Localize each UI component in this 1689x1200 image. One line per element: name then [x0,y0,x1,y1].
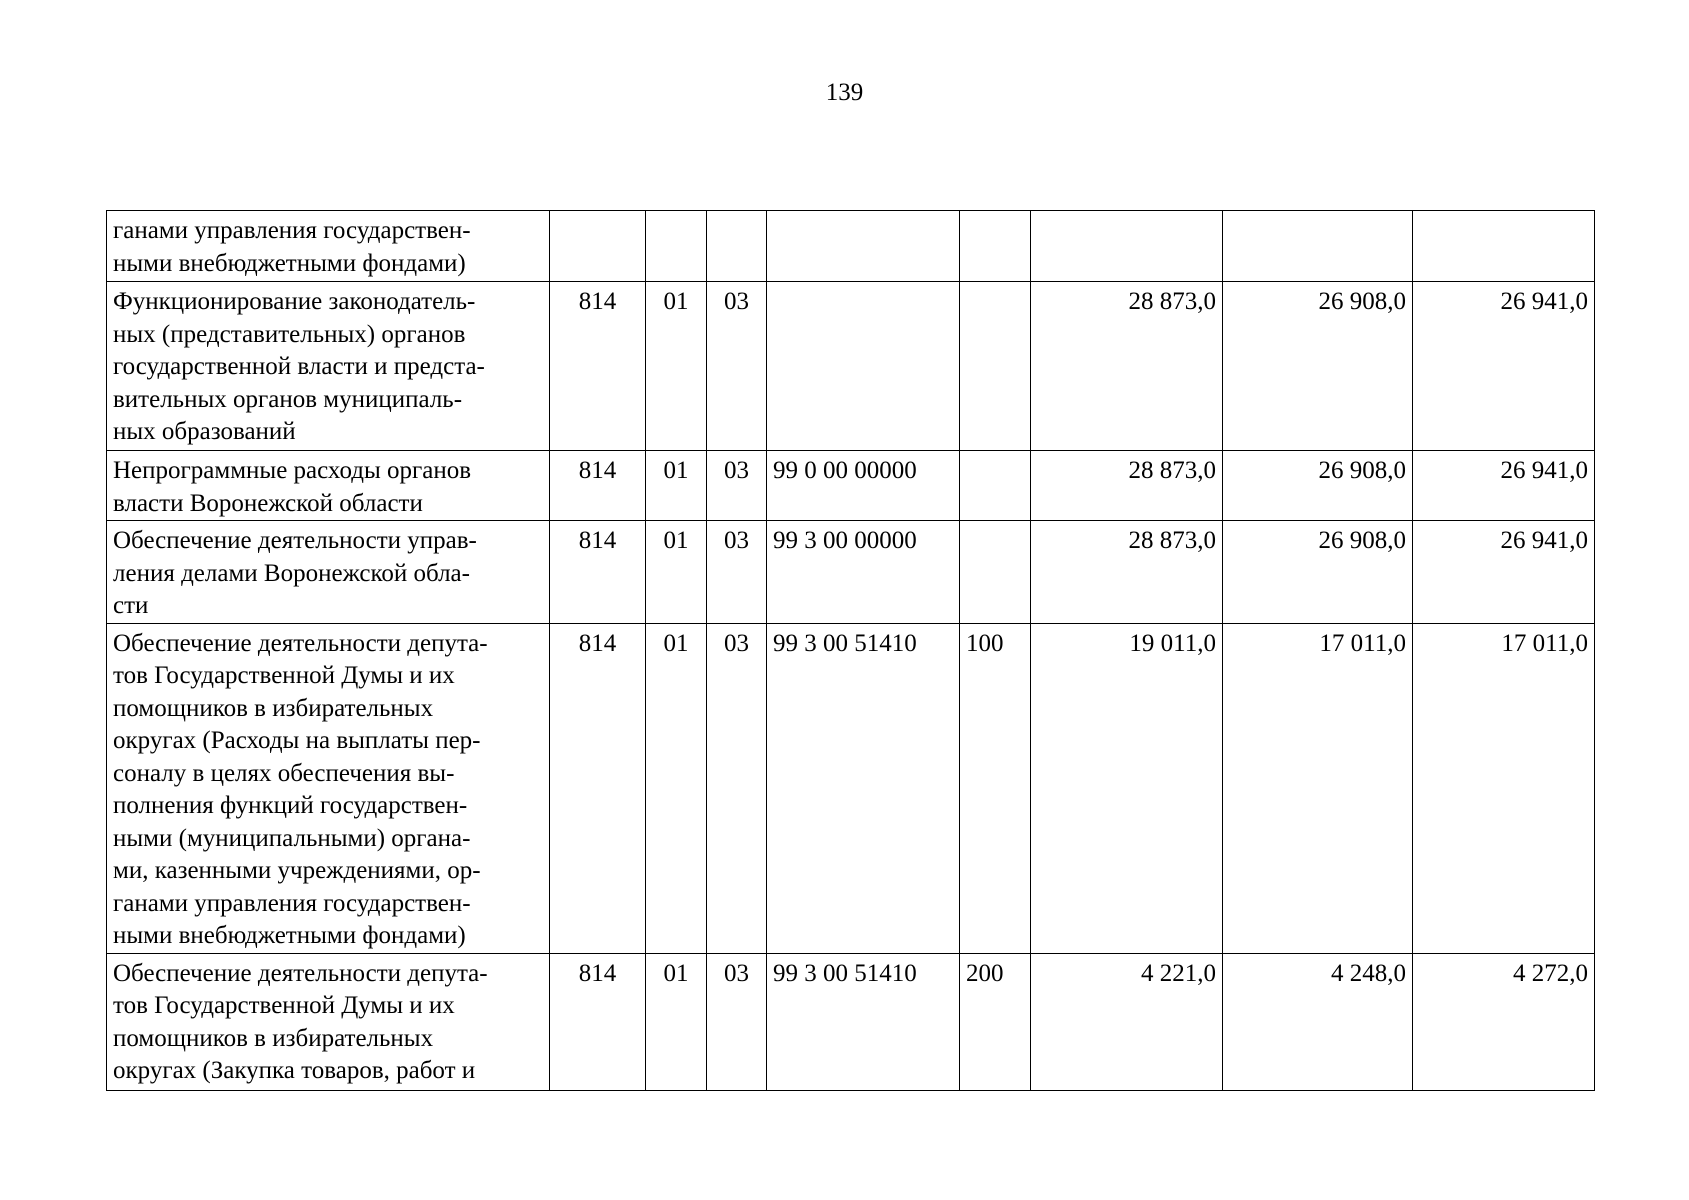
page-number: 139 [825,79,864,106]
target-article-cell [767,211,960,282]
row-name-line: Обеспечение деятельности депута- [113,629,488,657]
row-name-line: вительных органов муниципаль- [113,385,463,413]
budget-table [106,210,1595,1091]
sum-year3-cell: 26 941,0 [1413,451,1595,521]
section-cell: 01 [646,282,707,451]
row-name-line: помощников в избирательных [113,694,434,722]
grbs-cell [550,211,646,282]
row-name-cell [107,451,550,521]
subsection-cell [707,211,767,282]
expense-type-cell [960,451,1031,521]
sum-year2-cell: 4 248,0 [1223,953,1413,1090]
target-article-cell: 99 3 00 00000 [767,521,960,624]
row-name-cell [107,211,550,282]
grbs-cell: 814 [550,282,646,451]
row-name-line: соналу в целях обеспечения вы- [113,759,455,787]
section-cell: 01 [646,623,707,953]
expense-type-cell: 200 [960,953,1031,1090]
grbs-cell: 814 [550,521,646,624]
sum-year1-cell: 28 873,0 [1031,521,1223,624]
row-name-cell [107,282,550,451]
sum-year2-cell: 26 908,0 [1223,521,1413,624]
row-name-line: ными внебюджетными фондами) [113,922,466,949]
row-name-cell [107,953,550,1090]
sum-year3-cell [1413,211,1595,282]
sum-year3-cell: 26 941,0 [1413,521,1595,624]
table-row [107,211,1595,282]
row-name-line: тов Государственной Думы и их [113,662,455,689]
section-cell: 01 [646,451,707,521]
expense-type-cell: 100 [960,623,1031,953]
grbs-cell: 814 [550,623,646,953]
subsection-cell: 03 [707,282,767,451]
sum-year3-cell: 26 941,0 [1413,282,1595,451]
target-article-cell: 99 0 00 00000 [767,451,960,521]
section-cell [646,211,707,282]
row-name-line: ными внебюджетными фондами) [113,249,466,277]
table-row [107,521,1595,624]
target-article-cell [767,282,960,451]
target-article-cell: 99 3 00 51410 [767,623,960,953]
row-name-line: Обеспечение деятельности управ- [113,527,477,554]
row-name-line: ми, казенными учреждениями, ор- [113,857,481,884]
row-name-line: ления делами Воронежской обла- [113,559,470,587]
section-cell: 01 [646,953,707,1090]
subsection-cell: 03 [707,623,767,953]
row-name-line: округах (Закупка товаров, работ и [113,1057,476,1084]
row-name-cell [107,623,550,953]
row-name-cell [107,521,550,624]
table-row [107,451,1595,521]
sum-year1-cell [1031,211,1223,282]
subsection-cell: 03 [707,451,767,521]
sum-year1-cell: 28 873,0 [1031,282,1223,451]
table-row [107,282,1595,451]
row-name-line: тов Государственной Думы и их [113,992,455,1019]
subsection-cell: 03 [707,953,767,1090]
row-name-line: полнения функций государствен- [113,792,468,819]
row-name-line: сти [113,592,149,619]
row-name-line: ных образований [113,418,296,445]
sum-year2-cell: 26 908,0 [1223,451,1413,521]
row-name-line: ных (представительных) органов [113,320,466,348]
row-name-line: власти Воронежской области [113,489,423,517]
row-name-line: округах (Расходы на выплаты пер- [113,727,481,754]
subsection-cell: 03 [707,521,767,624]
sum-year1-cell: 28 873,0 [1031,451,1223,521]
grbs-cell: 814 [550,451,646,521]
row-name-line: Функционирование законодатель- [113,288,476,315]
sum-year3-cell: 4 272,0 [1413,953,1595,1090]
sum-year3-cell: 17 011,0 [1413,623,1595,953]
sum-year2-cell: 26 908,0 [1223,282,1413,451]
table-body [107,211,1595,1091]
target-article-cell: 99 3 00 51410 [767,953,960,1090]
table-row [107,953,1595,1090]
sum-year2-cell: 17 011,0 [1223,623,1413,953]
expense-type-cell [960,211,1031,282]
row-name-line: Обеспечение деятельности депута- [113,959,488,987]
expense-type-cell [960,282,1031,451]
row-name-line: Непрограммные расходы органов [113,457,472,484]
row-name-line: ными (муниципальными) органа- [113,824,471,852]
row-name-line: государственной власти и предста- [113,353,485,380]
row-name-line: помощников в избирательных [113,1024,434,1052]
table-row [107,623,1595,953]
section-cell: 01 [646,521,707,624]
expense-type-cell [960,521,1031,624]
row-name-line: ганами управления государствен- [113,889,471,917]
sum-year1-cell: 19 011,0 [1031,623,1223,953]
sum-year1-cell: 4 221,0 [1031,953,1223,1090]
grbs-cell: 814 [550,953,646,1090]
sum-year2-cell [1223,211,1413,282]
row-name-line: ганами управления государствен- [113,217,471,244]
